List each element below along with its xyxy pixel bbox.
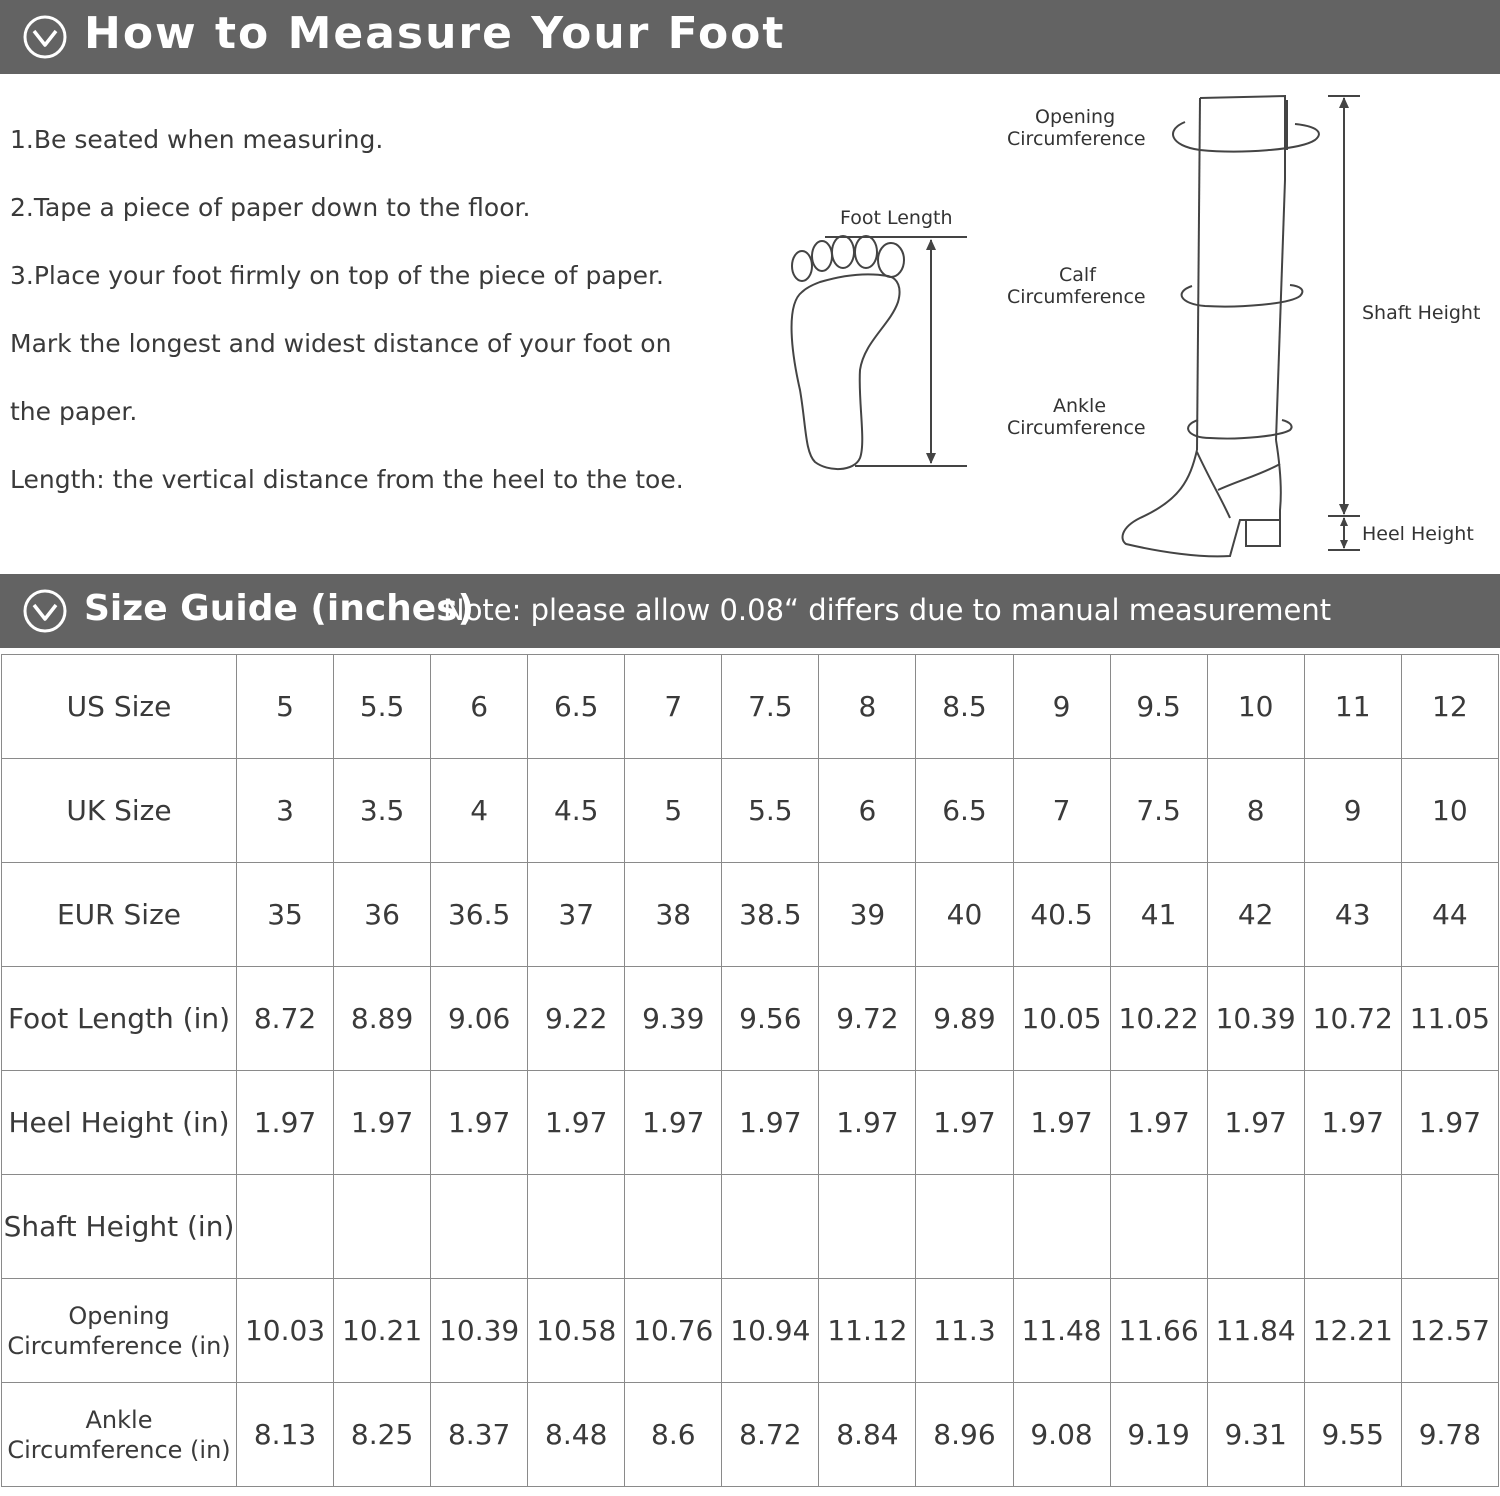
- table-cell: 7.5: [1110, 759, 1207, 863]
- table-row: [2, 863, 1499, 967]
- table-cell: 8: [1207, 759, 1304, 863]
- table-cell: 8.48: [528, 1383, 625, 1487]
- step-line: Length: the vertical distance from the heel to the toe.: [10, 465, 684, 494]
- table-cell: 9.31: [1207, 1383, 1304, 1487]
- table-cell: 12.21: [1304, 1279, 1401, 1383]
- table-cell: 44: [1401, 863, 1498, 967]
- table-cell: 1.97: [625, 1071, 722, 1175]
- table-cell: 10.22: [1110, 967, 1207, 1071]
- table-cell: 5.5: [334, 655, 431, 759]
- table-cell: 5: [625, 759, 722, 863]
- table-cell: 43: [1304, 863, 1401, 967]
- table-cell: 10.94: [722, 1279, 819, 1383]
- table-cell: [1110, 1175, 1207, 1279]
- table-cell: 6.5: [916, 759, 1013, 863]
- table-cell: [1401, 1175, 1498, 1279]
- table-cell: 9.55: [1304, 1383, 1401, 1487]
- table-cell: 8: [819, 655, 916, 759]
- table-cell: 9.89: [916, 967, 1013, 1071]
- table-cell: 37: [528, 863, 625, 967]
- table-cell: 9.39: [625, 967, 722, 1071]
- table-cell: 10: [1401, 759, 1498, 863]
- table-cell: 10: [1207, 655, 1304, 759]
- table-cell: [237, 1175, 334, 1279]
- table-cell: 8.96: [916, 1383, 1013, 1487]
- step-line: 2.Tape a piece of paper down to the floor.: [10, 193, 531, 222]
- table-cell: 1.97: [528, 1071, 625, 1175]
- step-line: 3.Place your foot firmly on top of the piece of paper.: [10, 261, 664, 290]
- table-cell: 10.39: [431, 1279, 528, 1383]
- table-cell: 10.05: [1013, 967, 1110, 1071]
- table-cell: 35: [237, 863, 334, 967]
- table-cell: 8.37: [431, 1383, 528, 1487]
- table-cell: 11: [1304, 655, 1401, 759]
- table-cell: 1.97: [1013, 1071, 1110, 1175]
- table-cell: 10.39: [1207, 967, 1304, 1071]
- table-cell: 9.5: [1110, 655, 1207, 759]
- table-cell: 6.5: [528, 655, 625, 759]
- table-cell: 6: [431, 655, 528, 759]
- table-cell: [1304, 1175, 1401, 1279]
- table-cell: 9: [1304, 759, 1401, 863]
- table-cell: 42: [1207, 863, 1304, 967]
- table-cell: 9.06: [431, 967, 528, 1071]
- table-cell: 7: [1013, 759, 1110, 863]
- label-shaft-height: Shaft Height: [1362, 302, 1481, 324]
- table-cell: 9.72: [819, 967, 916, 1071]
- row-header: US Size: [2, 655, 237, 759]
- table-cell: 8.72: [237, 967, 334, 1071]
- size-guide-banner: [0, 574, 1500, 648]
- step-line: 1.Be seated when measuring.: [10, 125, 384, 154]
- table-cell: 1.97: [1401, 1071, 1498, 1175]
- table-cell: 11.48: [1013, 1279, 1110, 1383]
- table-cell: 8.13: [237, 1383, 334, 1487]
- table-cell: 8.6: [625, 1383, 722, 1487]
- table-cell: 11.84: [1207, 1279, 1304, 1383]
- table-cell: 12: [1401, 655, 1498, 759]
- table-row: [2, 655, 1499, 759]
- table-cell: 8.5: [916, 655, 1013, 759]
- table-cell: [722, 1175, 819, 1279]
- table-cell: 10.58: [528, 1279, 625, 1383]
- table-cell: 11.3: [916, 1279, 1013, 1383]
- row-header: Heel Height (in): [2, 1071, 237, 1175]
- table-cell: 1.97: [431, 1071, 528, 1175]
- label-foot-length: Foot Length: [840, 207, 953, 229]
- table-cell: [528, 1175, 625, 1279]
- table-cell: 1.97: [1207, 1071, 1304, 1175]
- row-header: EUR Size: [2, 863, 237, 967]
- measure-diagram: [760, 80, 1500, 570]
- table-cell: 11.12: [819, 1279, 916, 1383]
- table-row: [2, 1175, 1499, 1279]
- step-line: Mark the longest and widest distance of your foot on: [10, 329, 672, 358]
- table-cell: 5.5: [722, 759, 819, 863]
- table-cell: 1.97: [237, 1071, 334, 1175]
- row-header: Opening Circumference (in): [2, 1279, 237, 1383]
- table-row: [2, 759, 1499, 863]
- table-cell: 5: [237, 655, 334, 759]
- table-cell: [625, 1175, 722, 1279]
- table-cell: [1207, 1175, 1304, 1279]
- table-row: [2, 1383, 1499, 1487]
- foot-outline-icon: [792, 236, 904, 469]
- table-cell: 9.19: [1110, 1383, 1207, 1487]
- label-heel-height: Heel Height: [1362, 523, 1474, 545]
- table-cell: 9.56: [722, 967, 819, 1071]
- row-header: Foot Length (in): [2, 967, 237, 1071]
- table-cell: 9.78: [1401, 1383, 1498, 1487]
- table-cell: 39: [819, 863, 916, 967]
- label-calf: Calf: [1059, 264, 1096, 286]
- table-cell: [819, 1175, 916, 1279]
- table-row: [2, 967, 1499, 1071]
- table-cell: 10.21: [334, 1279, 431, 1383]
- table-cell: 1.97: [819, 1071, 916, 1175]
- table-cell: 10.72: [1304, 967, 1401, 1071]
- label-opening: Opening: [1035, 106, 1116, 128]
- label-ankle-circumference: Circumference: [1007, 417, 1146, 439]
- table-cell: [431, 1175, 528, 1279]
- table-cell: 41: [1110, 863, 1207, 967]
- chevron-down-circle-icon: [22, 588, 68, 634]
- boot-outline-icon: [1123, 96, 1287, 556]
- table-cell: 9.08: [1013, 1383, 1110, 1487]
- table-row: [2, 1279, 1499, 1383]
- table-cell: [334, 1175, 431, 1279]
- table-cell: 6: [819, 759, 916, 863]
- table-cell: 8.72: [722, 1383, 819, 1487]
- table-row: [2, 1071, 1499, 1175]
- label-ankle: Ankle: [1053, 395, 1107, 417]
- table-cell: 38.5: [722, 863, 819, 967]
- table-cell: 1.97: [1110, 1071, 1207, 1175]
- table-cell: 1.97: [722, 1071, 819, 1175]
- table-cell: 3.5: [334, 759, 431, 863]
- table-cell: 10.03: [237, 1279, 334, 1383]
- size-guide-title: Size Guide (inches): [84, 588, 475, 629]
- label-calf-circumference: Circumference: [1007, 286, 1146, 308]
- table-cell: [1013, 1175, 1110, 1279]
- size-guide-note: Note: please allow 0.08“ differs due to manual measurement: [443, 593, 1332, 627]
- table-cell: 11.05: [1401, 967, 1498, 1071]
- table-cell: 10.76: [625, 1279, 722, 1383]
- table-cell: 36.5: [431, 863, 528, 967]
- table-cell: 3: [237, 759, 334, 863]
- label-opening-circumference: Circumference: [1007, 128, 1146, 150]
- table-cell: 1.97: [1304, 1071, 1401, 1175]
- table-cell: 40.5: [1013, 863, 1110, 967]
- table-cell: 8.89: [334, 967, 431, 1071]
- table-cell: 4.5: [528, 759, 625, 863]
- table-cell: 9: [1013, 655, 1110, 759]
- row-header: Shaft Height (in): [2, 1175, 237, 1279]
- measure-banner: [0, 0, 1500, 74]
- table-cell: 40: [916, 863, 1013, 967]
- table-cell: 7: [625, 655, 722, 759]
- size-table: [1, 654, 1499, 1487]
- table-cell: 1.97: [916, 1071, 1013, 1175]
- table-cell: 4: [431, 759, 528, 863]
- row-header: Ankle Circumference (in): [2, 1383, 237, 1487]
- measure-title: How to Measure Your Foot: [84, 8, 786, 59]
- table-cell: [916, 1175, 1013, 1279]
- table-cell: 12.57: [1401, 1279, 1498, 1383]
- table-cell: 9.22: [528, 967, 625, 1071]
- measure-steps: [10, 112, 684, 520]
- chevron-down-circle-icon: [22, 14, 68, 60]
- step-line: the paper.: [10, 397, 138, 426]
- table-cell: 36: [334, 863, 431, 967]
- table-cell: 7.5: [722, 655, 819, 759]
- table-cell: 8.25: [334, 1383, 431, 1487]
- table-cell: 1.97: [334, 1071, 431, 1175]
- table-cell: 11.66: [1110, 1279, 1207, 1383]
- table-cell: 38: [625, 863, 722, 967]
- table-cell: 8.84: [819, 1383, 916, 1487]
- row-header: UK Size: [2, 759, 237, 863]
